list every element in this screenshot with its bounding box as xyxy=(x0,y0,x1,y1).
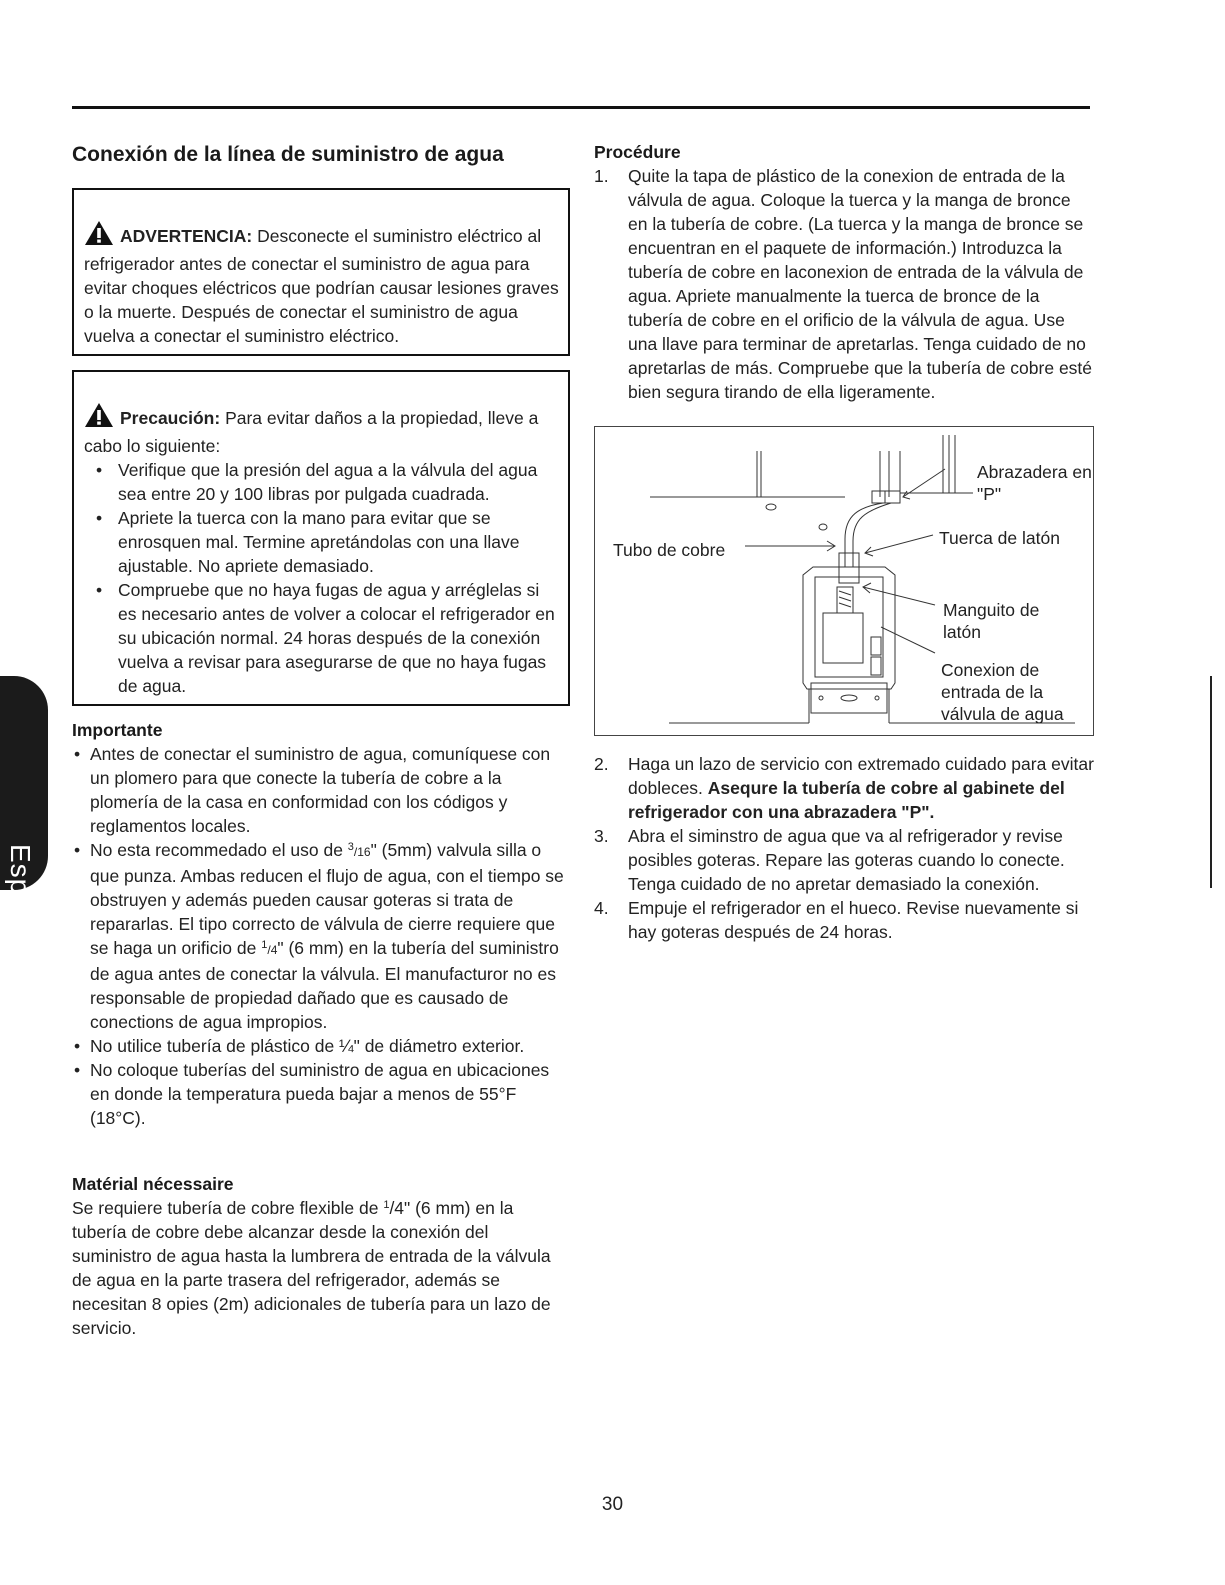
warning-box xyxy=(72,188,570,356)
important-heading: Importante xyxy=(72,720,163,740)
label-abrazadera: Abrazadera en "P" xyxy=(977,462,1092,504)
important-item: • No coloque tuberías del suministro de agua en ubicaciones en donde la temperatura pueda bajar a menos de 55°F (18°C). xyxy=(72,1058,570,1130)
caution-list xyxy=(84,458,560,698)
important-item: • Antes de conectar el suministro de agua, comuníquese con un plomero para que conecte la tubería de cobre a la plomería de la casa en conformidad con los códigos y reglamentos locales. xyxy=(72,742,570,838)
label-manguito: Manguito de latón xyxy=(943,600,1040,642)
label-tuerca: Tuerca de latón xyxy=(939,528,1060,548)
material-heading: Matérial nécessaire xyxy=(72,1174,234,1194)
caution-lead: Precaución: xyxy=(120,408,221,428)
page-edge-mark xyxy=(1210,676,1212,888)
label-tubo-de-cobre: Tubo de cobre xyxy=(613,540,726,560)
step-1: 1. Quite la tapa de plástico de la conexion de entrada de la válvula de agua. Coloque la tuerca y la manga de bronce en la tubería de cobre. (La tuerca y la manga de bronce se encuentran en el paquete de información.) Introduzca la tubería de cobre en laconexion de entrada de la válvula de agua. Apriete manualmente la tuerca de bronce de la tubería de cobre en el orificio de la válvula de agua. Use una llave para terminar de apretarlas. Tenga cuidado de no apretarlas de más. Compruebe que la tubería de cobre esté bien segura tirando de ella ligeramente. xyxy=(594,166,1093,402)
procedure-steps-continued xyxy=(594,752,1094,944)
language-side-tab xyxy=(0,676,48,953)
step-3: 3. Abra el siminstro de agua que va al refrigerador y revise posibles goteras. Repare las goteras cuando lo conecte. Tenga cuidado de no apretar demasiado la conexión. xyxy=(594,826,1065,894)
language-tab-label: Español xyxy=(5,844,36,953)
procedure-heading: Procédure xyxy=(594,142,681,162)
top-rule xyxy=(72,106,1090,109)
caution-item: • Verifique que la presión del agua a la válvula del agua sea entre 20 y 100 libras por pulgada cuadrada. xyxy=(96,458,560,506)
caution-item: • Apriete la tuerca con la mano para evitar que se enrosquen mal. Termine apretándolas con una llave ajustable. No apriete demasiado. xyxy=(96,506,560,578)
caution-item: • Compruebe que no haya fugas de agua y arréglelas si es necesario antes de volver a colocar el refrigerador en su ubicación normal. 24 horas después de la conexión vuelva a revisar para asegurarse de que no haya fugas de agua. xyxy=(96,578,560,698)
warning-lead: ADVERTENCIA: xyxy=(120,226,253,246)
right-column xyxy=(594,140,1094,944)
important-item: • No esta recommedado el uso de $^3$/16" (5mm) valvula silla o que punza. Ambas reducen el flujo de agua, con el tiempo se obstruyen y además pueden causar goteras si trata de repararlas. El tipo correcto de válvula de cierre requiere que se haga un orificio de $^1$/4" (6 mm) en la tubería del suministro de agua antes de conectar la válvula. El manufacturor no es responsable de propiedad dañado que es causado de conections de agua impropios. xyxy=(72,838,570,1034)
material-text: Se requiere tubería de cobre flexible de $^1$/4" (6 mm) en la tubería de cobre debe alcanzar desde la conexión del suministro de agua hasta la lumbrera de entrada de la válvula de agua en la parte trasera del refrigerador, además se necesitan 8 opies (2m) adicionales de tubería para un lazo de servicio. xyxy=(72,1198,551,1338)
water-valve-diagram xyxy=(594,426,1094,736)
caution-box xyxy=(72,370,570,706)
section-title: Conexión de la línea de suministro de agua xyxy=(72,143,504,166)
warning-triangle-icon xyxy=(84,220,114,252)
warning-text: Desconecte el suministro eléctrico al refrigerador antes de conectar el suministro de agua para evitar choques eléctricos que podrían causar lesiones graves o la muerte. Después de conectar el suministro de agua vuelva a conectar el suministro eléctrico. xyxy=(84,226,559,346)
step-4: 4. Empuje el refrigerador en el hueco. Revise nuevamente si hay goteras después de 24 horas. xyxy=(594,898,1079,942)
important-list xyxy=(72,742,570,1130)
procedure-steps xyxy=(594,164,1094,404)
important-item: • No utilice tubería de plástico de ¼" de diámetro exterior. xyxy=(72,1034,570,1058)
label-conexion: Conexion de entrada de la válvula de agua xyxy=(941,660,1064,724)
caution-triangle-icon xyxy=(84,402,114,434)
caution-text: Para evitar daños a la propiedad, lleve a cabo lo siguiente: xyxy=(84,408,539,456)
page-number: 30 xyxy=(601,1494,624,1515)
left-column xyxy=(72,140,570,1340)
step-2: 2. Haga un lazo de servicio con extremado cuidado para evitar dobleces. Asequre la tubería de cobre al gabinete del refrigerador con una abrazadera "P". xyxy=(594,754,1094,822)
